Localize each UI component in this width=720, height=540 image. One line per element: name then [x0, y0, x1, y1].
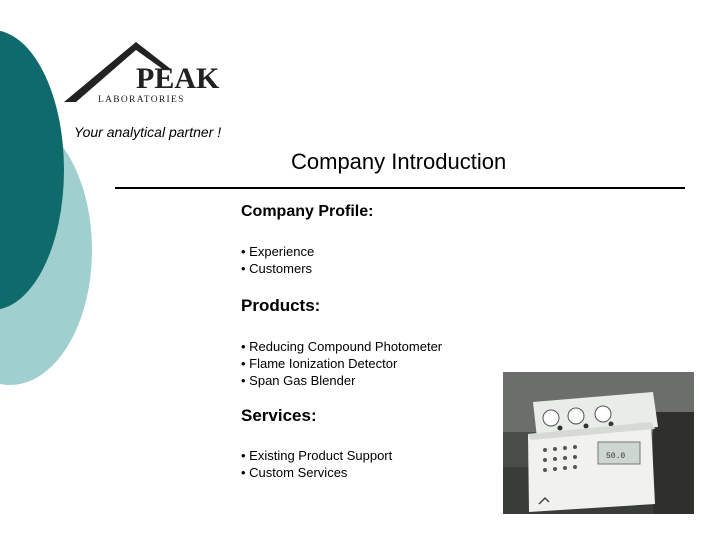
company-logo — [62, 40, 222, 110]
bullet-list — [241, 243, 373, 277]
tagline-prefix: Your analytical — [74, 124, 169, 140]
page-title: Company Introduction — [291, 149, 507, 174]
section-products — [241, 296, 442, 389]
section-company-profile — [241, 203, 373, 277]
list-item: • Existing Product Support — [241, 447, 392, 464]
list-item: • Customers — [241, 260, 373, 277]
list-item: • Reducing Compound Photometer — [241, 338, 442, 355]
display-readout: 50.0 — [606, 452, 626, 461]
list-item: • Span Gas Blender — [241, 372, 442, 389]
section-services — [241, 406, 392, 481]
section-heading: Products: — [241, 296, 321, 315]
tagline-emphasis: partner — [168, 124, 214, 140]
list-item: • Flame Ionization Detector — [241, 355, 442, 372]
product-photo — [503, 372, 694, 514]
list-item: • Experience — [241, 243, 373, 260]
tagline-suffix: ! — [213, 124, 222, 140]
logo-name: PEAK — [136, 62, 220, 95]
list-item: • Custom Services — [241, 464, 392, 481]
logo-subtitle: LABORATORIES — [98, 95, 185, 105]
section-heading: Services: — [241, 406, 317, 425]
tagline — [74, 124, 221, 140]
section-heading: Company Profile: — [241, 203, 374, 220]
title-divider — [115, 187, 685, 189]
bullet-list — [241, 447, 392, 481]
bullet-list — [241, 338, 442, 389]
